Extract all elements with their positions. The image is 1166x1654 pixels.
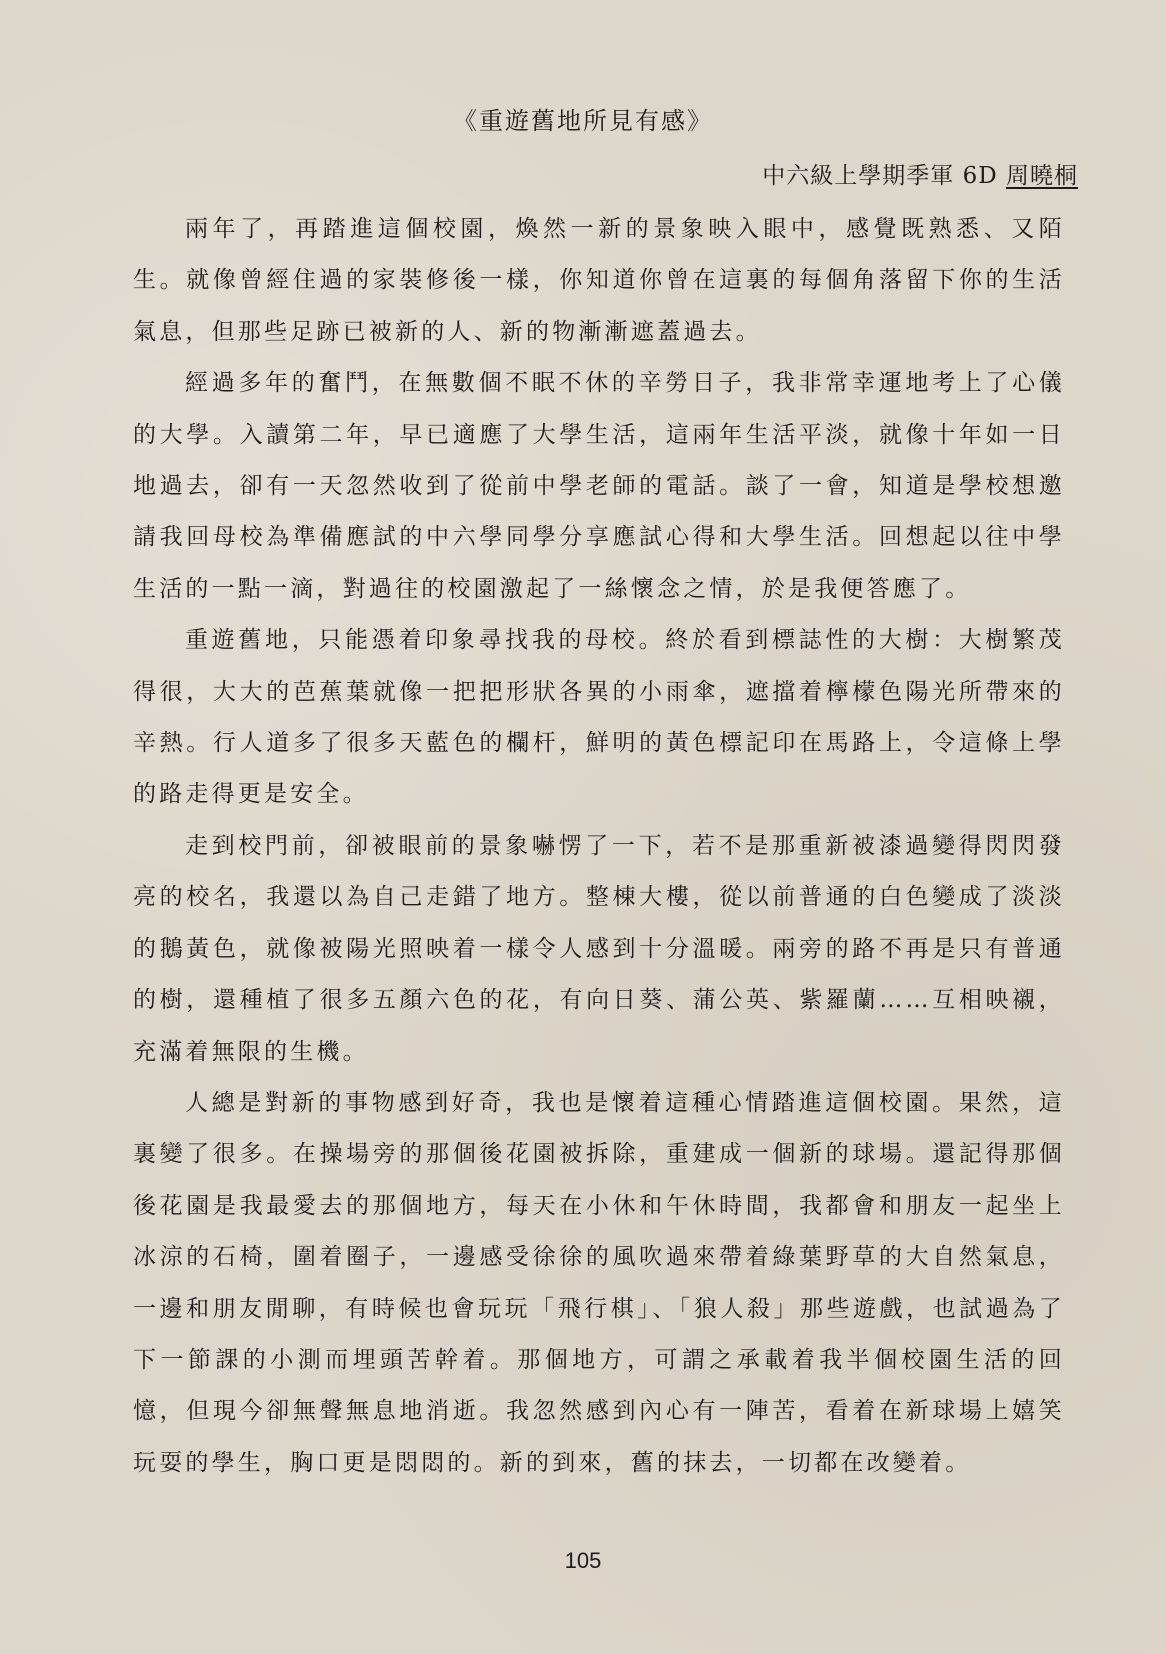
paragraph-5: 人總是對新的事物感到好奇，我也是懷着這種心情踏進這個校園。果然，這裏變了很多。在操場旁的那個後花園被拆除，重建成一個新的球場。還記得那個後花園是我最愛去的那個地方，每天在小休和午休時間，我都會和朋友一起坐上冰涼的石椅，圍着圈子，一邊感受徐徐的風吹過來帶着綠葉野草的大自然氣息，一邊和朋友閒聊，有時候也會玩玩「飛行棋」、「狼人殺」那些遊戲，也試過為了下一節課的小測而埋頭苦幹着。那個地方，可謂之承載着我半個校園生活的回憶，但現今卻無聲無息地消逝。我忽然感到內心有一陣苦，看着在新球場上嬉笑玩耍的學生，胸口更是悶悶的。新的到來，舊的抹去，一切都在改變着。 bbox=[133, 1089, 1065, 1476]
paragraph-4: 走到校門前，卻被眼前的景象嚇愣了一下，若不是那重新被漆過變得閃閃發亮的校名，我還以為自己走錯了地方。整棟大樓，從以前普通的白色變成了淡淡的鵝黃色，就像被陽光照映着一樣令人感到十分溫暖。兩旁的路不再是只有普通的樹，還種植了很多五顏六色的花，有向日葵、蒲公英、紫羅蘭……互相映襯，充滿着無限的生機。 bbox=[133, 832, 1065, 1065]
paragraph-3: 重遊舊地，只能憑着印象尋找我的母校。終於看到標誌性的大樹：大樹繁茂得很，大大的芭蕉葉就像一把把形狀各異的小雨傘，遮擋着檸檬色陽光所帶來的辛熱。行人道多了很多天藍色的欄杆，鮮明的黃色標記印在馬路上，令這條上學的路走得更是安全。 bbox=[133, 627, 1065, 808]
essay-body bbox=[133, 204, 1065, 1489]
page-number: 105 bbox=[564, 1548, 602, 1573]
paragraph-1: 兩年了，再踏進這個校園，煥然一新的景象映入眼中，感覺既熟悉、又陌生。就像曾經住過的家裝修後一樣，你知道你曾在這裏的每個角落留下你的生活氣息，但那些足跡已被新的人、新的物漸漸遮蓋過去。 bbox=[133, 216, 1065, 345]
byline-award-class: 中六級上學期季軍 6D bbox=[762, 163, 1006, 189]
essay-title: 《重遊舊地所見有感》 bbox=[453, 107, 713, 135]
byline-author: 周曉桐 bbox=[1006, 163, 1078, 189]
paragraph-2: 經過多年的奮鬥，在無數個不眠不休的辛勞日子，我非常幸運地考上了心儀的大學。入讀第二年，早已適應了大學生活，這兩年生活平淡，就像十年如一日地過去，卻有一天忽然收到了從前中學老師的電話。談了一會，知道是學校想邀請我回母校為準備應試的中六學同學分享應試心得和大學生活。回想起以往中學生活的一點一滴，對過往的校園激起了一絲懷念之情，於是我便答應了。 bbox=[133, 370, 1065, 602]
byline bbox=[762, 158, 1078, 194]
